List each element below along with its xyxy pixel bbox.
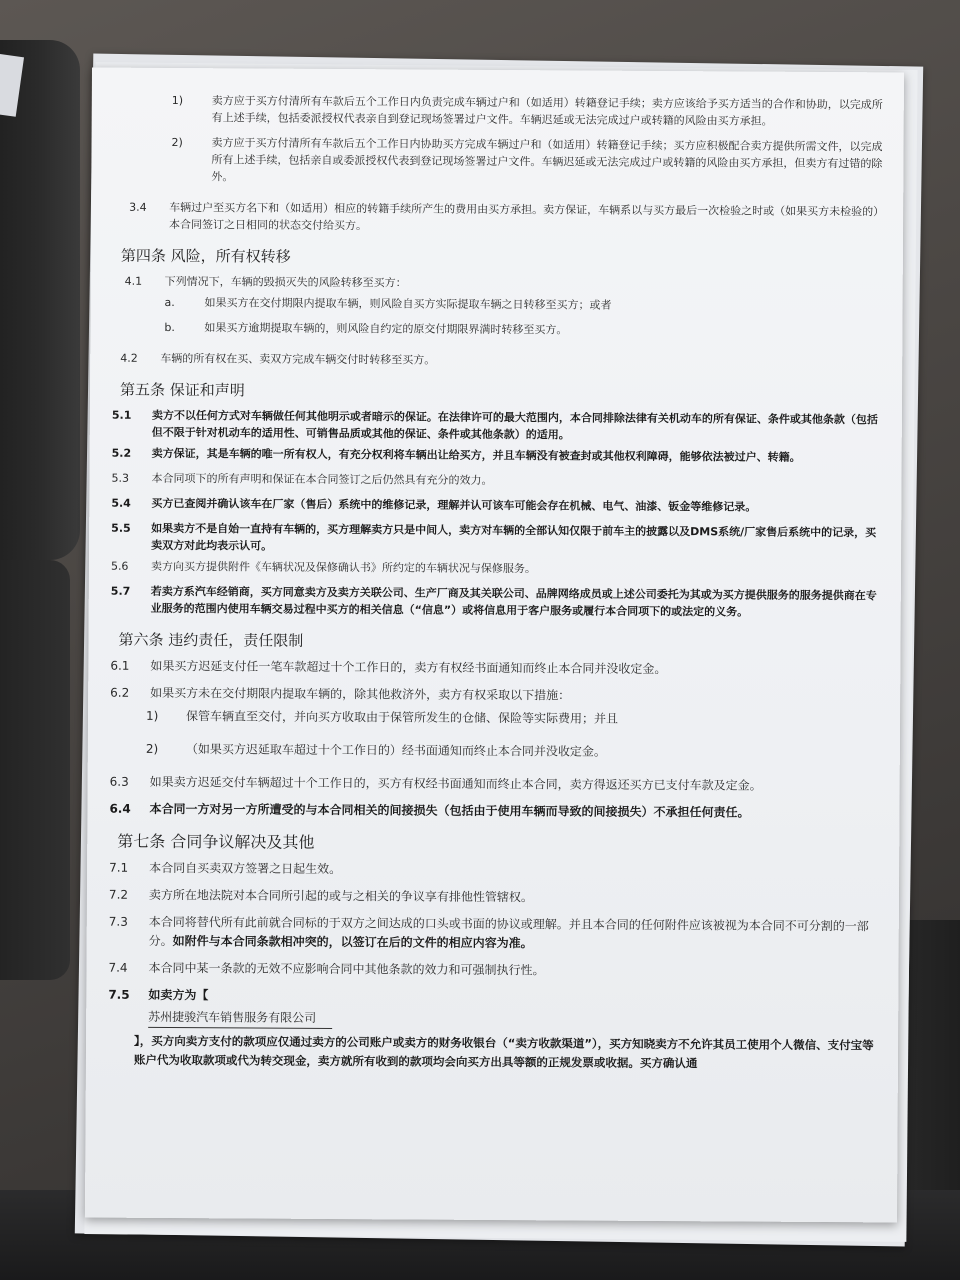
clause-number: 2) (171, 136, 183, 150)
contract-content (108, 92, 884, 1079)
clause-text: 若卖方系汽车经销商，买方同意卖方及卖方关联公司、生产厂商及其关联公司、品牌网络成员或上述公司委托为其或为买方提供服务的服务提供商在专业服务的范围内使用车辆交易过程中买方的相关信息（“信息”）或将信息用于客户服务或履行本合同项下的或法定的义务。 (150, 584, 877, 619)
clause-number: 5.4 (111, 496, 131, 510)
section-heading-6: 第六条 违约责任，责任限制 (118, 630, 304, 650)
seller-name: 苏州捷骏汽车销售服务有限公司 (148, 1009, 332, 1029)
clause-text: 买方已查阅并确认该车在厂家（售后）系统中的维修记录，理解并认可该车可能会存在机械、电气、油漆、钣金等维修记录。 (151, 496, 757, 514)
clause-text: 本合同自买卖双方签署之日起生效。 (149, 860, 342, 877)
clause-text: 车辆的所有权在买、卖双方完成车辆交付时转移至买方。 (160, 351, 436, 367)
clause-text: 如果买方在交付期限内提取车辆，则风险自买方实际提取车辆之日转移至买方；或者 (204, 296, 612, 312)
clause-number: 5.2 (111, 446, 132, 460)
clause-number: 7.2 (108, 887, 129, 902)
clause-text: 卖方应于买方付清所有车款后五个工作日内负责完成车辆过户和（如适用）转籍登记手续；卖方应该给予买方适当的合作和协助，以完成所有上述手续，包括委派授权代表亲自到登记现场签署过户文件。车辆迟延或无法完成过户或转籍的风险由买方承担。 (211, 94, 883, 128)
clause-item (172, 92, 884, 130)
clause-label: 如卖方为【 (148, 987, 209, 1003)
clause-5-4 (111, 495, 881, 517)
clause-4-1 (125, 273, 883, 295)
clause-5-6 (111, 558, 881, 580)
clause-number: 5.6 (110, 559, 129, 573)
clause-7-5 (108, 986, 878, 1010)
clause-text: 如果买方未在交付期限内提取车辆的，除其他救济外，卖方有权采取以下措施： (150, 685, 571, 703)
clause-number: 5.7 (110, 584, 131, 598)
clause-6-2-1 (146, 707, 880, 730)
clause-5-5 (111, 520, 881, 559)
clause-3-4 (129, 199, 883, 238)
clause-number: 6.4 (109, 801, 131, 816)
clause-number: 1) (171, 94, 184, 108)
clause-text: 如果卖方不是自始一直持有车辆的，买方理解卖方只是中间人，卖方对车辆的全部认知仅限于前车主的披露以及DMS系统/厂家售后系统中的记录，买卖双方对此均表示认可。 (151, 521, 877, 553)
section-heading-7: 第七条 合同争议解决及其他 (117, 831, 315, 852)
clause-number: 4.1 (124, 274, 143, 288)
clause-text: 车辆过户至买方名下和（如适用）相应的转籍手续所产生的费用由买方承担。卖方保证，车辆系以与买方最后一次检验之时或（如果买方未检验的）本合同签订之日相同的状态交付给买方。 (169, 200, 879, 233)
clause-4-2 (120, 350, 882, 372)
clause-text: 】，买方向卖方支付的款项应仅通过卖方的公司账户或卖方的财务收银台（“卖方收款渠道”），买方知晓卖方不允许其员工使用个人微信、支付宝等账户代为收取款项或代为转交现金，卖方就所有收到的款项均会向买方出具等额的正规发票或收据。买方确认通 (133, 1033, 874, 1071)
clause-number: 6.1 (110, 658, 130, 673)
clause-5-7 (111, 583, 881, 622)
clause-number: 6.3 (109, 774, 129, 789)
dark-object-left-lower (0, 560, 70, 980)
clause-6-1 (110, 657, 880, 681)
clause-item (171, 134, 883, 189)
clause-number: 5.3 (111, 471, 130, 485)
clause-text: 卖方向买方提供附件《车辆状况及保修确认书》所约定的车辆状况与保修服务。 (150, 559, 536, 576)
clause-5-1 (112, 407, 882, 446)
clause-number: 7.5 (108, 987, 130, 1002)
clause-number: 3.4 (129, 200, 147, 214)
clause-number: 2) (145, 741, 159, 756)
clause-text: 本合同一方对另一方所遭受的与本合同相关的间接损失（包括由于使用车辆而导致的间接损失）不承担任何责任。 (149, 801, 750, 820)
clause-number: a. (164, 295, 175, 310)
seller-name-line (108, 1009, 878, 1033)
section-heading-4: 第四条 风险，所有权转移 (120, 246, 291, 266)
clause-text (149, 913, 879, 955)
clause-text: 卖方保证，其是车辆的唯一所有权人，有充分权利将车辆出让给买方，并且车辆没有被查封或其他权利障碍，能够依法被过户、转籍。 (151, 446, 801, 464)
clause-text: 卖方所在地法院对本合同所引起的或与之相关的争议享有排他性管辖权。 (148, 887, 534, 905)
clause-5-3 (111, 470, 881, 492)
clause-7-1 (109, 859, 879, 883)
clause-text: 下列情况下，车辆的毁损灭失的风险转移至买方： (164, 274, 407, 290)
dark-object-left (0, 40, 80, 560)
clause-number: 4.2 (120, 351, 138, 365)
clause-text: 如果买方逾期提取车辆的，则风险自约定的原交付期限界满时转移至买方。 (204, 321, 568, 337)
clause-number: 5.1 (111, 408, 132, 422)
clause-4-1-a (165, 294, 883, 315)
clause-6-2 (110, 684, 880, 708)
clause-7-5-text (134, 1032, 878, 1075)
clause-number: 7.4 (108, 960, 128, 975)
clause-4-1-b (164, 319, 882, 340)
section-heading-5: 第五条 保证和声明 (119, 380, 245, 400)
clause-text-regular: 本合同将替代所有此前就合同标的于双方之间达成的口头或书面的协议或理解。并且本合同的任何附件应该被视为本合同不可分割的一部分。 (148, 914, 869, 949)
clause-3-3-items (171, 92, 884, 189)
clause-text: 本合同中某一条款的无效不应影响合同中其他条款的效力和可强制执行性。 (148, 960, 545, 978)
clause-6-3 (110, 773, 880, 797)
clause-text: （如果买方迟延取车超过十个工作日的）经书面通知而终止本合同并没收定金。 (185, 742, 606, 759)
clause-number: 7.1 (109, 860, 129, 875)
clause-7-2 (109, 886, 879, 910)
clause-6-4 (109, 800, 879, 824)
clause-number: 1) (146, 708, 159, 723)
clause-text: 卖方不以任何方式对车辆做任何其他明示或者暗示的保证。在法律许可的最大范围内，本合同排除法律有关机动车的所有保证、条件或其他条款（包括但不限于针对机动车的适用性、可销售品质或其他的保证、条件或其他条款）的适用。 (151, 408, 878, 442)
clause-text: 保管车辆直至交付，并向买方收取由于保管所发生的仓储、保险等实际费用；并且 (186, 709, 619, 726)
contract-page (85, 68, 904, 1223)
clause-number: 7.3 (108, 914, 128, 929)
clause-7-3 (109, 913, 879, 956)
clause-text: 本合同项下的所有声明和保证在本合同签订之后仍然具有充分的效力。 (151, 471, 493, 487)
clause-text-bold: 如附件与本合同条款相冲突的，以签订在后的文件的相应内容为准。 (172, 934, 533, 951)
clause-number: 6.2 (110, 685, 130, 700)
clause-7-4 (108, 959, 878, 983)
clause-text: 如果卖方迟延交付车辆超过十个工作日的，买方有权经书面通知而终止本合同，卖方得返还买方已支付车款及定金。 (149, 774, 762, 793)
clause-5-2 (112, 445, 882, 467)
clause-number: 5.5 (111, 521, 131, 535)
clause-text: 如果买方迟延支付任一笔车款超过十个工作日的，卖方有权经书面通知而终止本合同并没收定金。 (150, 658, 667, 677)
clause-text: 卖方应于买方付清所有车款后五个工作日内协助买方完成车辆过户和（如适用）转籍登记手续；买方应积极配合卖方提供所需文件，以完成所有上述手续，包括亲自或委派授权代表到登记现场签署过户文件。车辆迟延或无法完成过户或转籍的风险由买方承担，但卖方有过错的除外。 (211, 136, 883, 184)
clause-number: b. (164, 320, 175, 335)
clause-6-2-2 (146, 740, 880, 763)
